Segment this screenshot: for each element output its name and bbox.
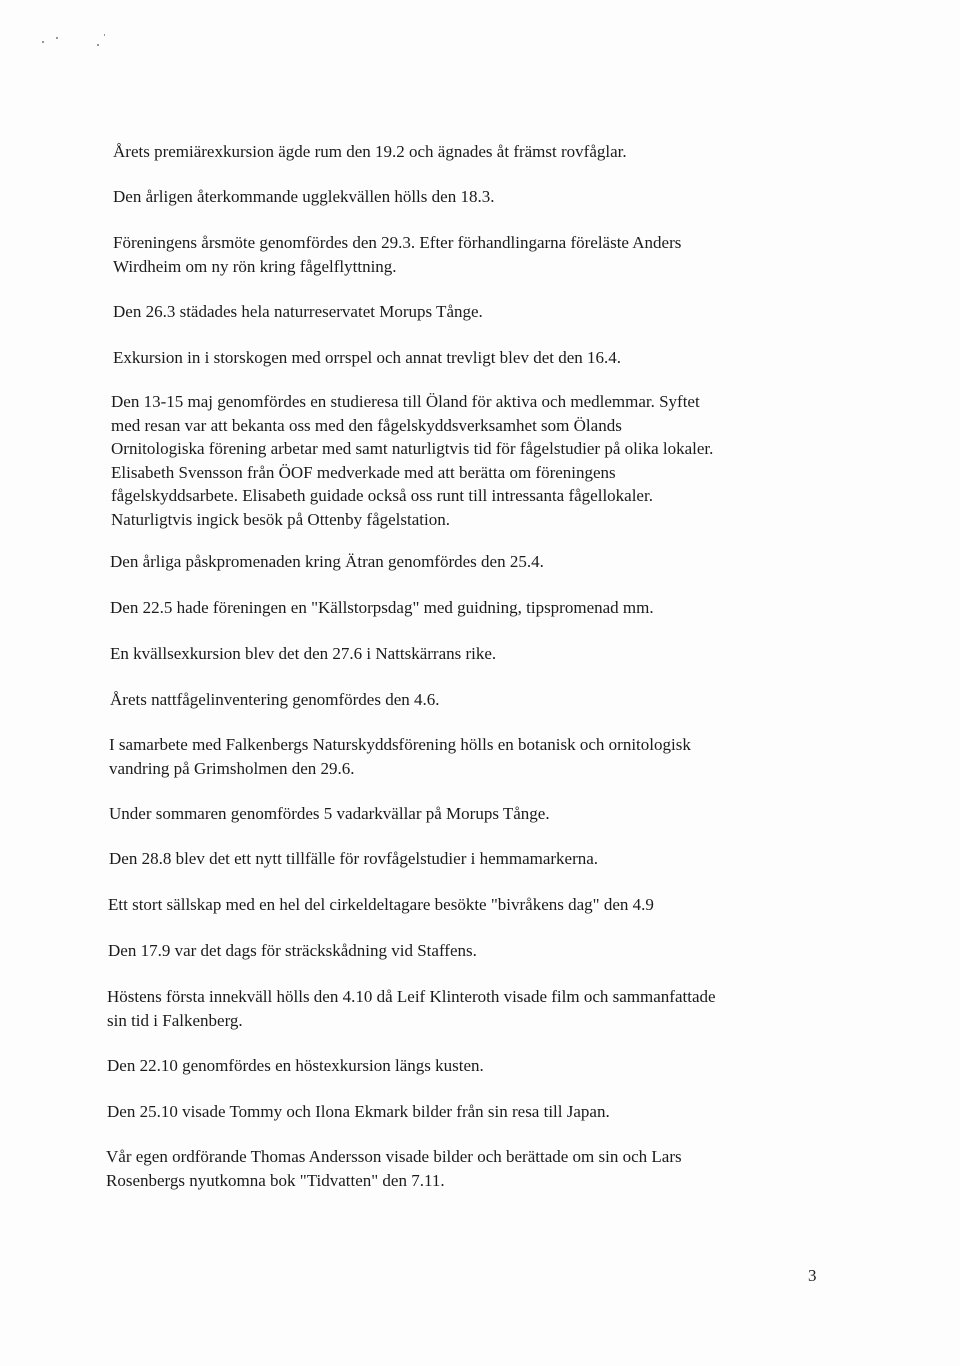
text-line: I samarbete med Falkenbergs Naturskyddsförening hölls en botanisk och ornitologisk	[109, 735, 691, 754]
paragraph-9	[110, 642, 496, 666]
paragraph-10	[110, 688, 440, 712]
text-line: Exkursion in i storskogen med orrspel och annat trevligt blev det den 16.4.	[113, 348, 622, 367]
text-line: Den 25.10 visade Tommy och Ilona Ekmark bilder från sin resa till Japan.	[107, 1102, 610, 1121]
page-number: 3	[808, 1266, 817, 1285]
text-line: Årets nattfågelinventering genomfördes den 4.6.	[110, 690, 440, 709]
text-line: Den 22.5 hade föreningen en "Källstorpsdag" med guidning, tipspromenad mm.	[110, 598, 654, 617]
scan-speck	[42, 41, 44, 43]
paragraph-18	[107, 1100, 610, 1124]
paragraph-3	[113, 231, 681, 278]
text-line: Höstens första innekväll hölls den 4.10 då Leif Klinteroth visade film och sammanfattade	[107, 987, 716, 1006]
paragraph-1	[113, 140, 627, 164]
text-line: Årets premiärexkursion ägde rum den 19.2 och ägnades åt främst rovfåglar.	[113, 142, 627, 161]
paragraph-4	[113, 300, 483, 324]
paragraph-17	[107, 1054, 484, 1078]
text-line: Den 26.3 städades hela naturreservatet Morups Tånge.	[113, 302, 483, 321]
scan-speck	[104, 34, 105, 36]
text-line: sin tid i Falkenberg.	[107, 1010, 243, 1030]
text-line: Under sommaren genomfördes 5 vadarkvällar på Morups Tånge.	[109, 804, 550, 823]
paragraph-6	[111, 390, 713, 531]
text-line: vandring på Grimsholmen den 29.6.	[109, 758, 355, 778]
paragraph-19	[106, 1145, 682, 1192]
text-line: Den 17.9 var det dags för sträckskådning vid Staffens.	[108, 941, 477, 960]
paragraph-2	[113, 185, 494, 209]
text-line: Vår egen ordförande Thomas Andersson visade bilder och berättade om sin och Lars	[106, 1147, 682, 1166]
text-line: fågelskyddsarbete. Elisabeth guidade också oss runt till intressanta fågellokaler.	[111, 486, 653, 505]
text-line: Wirdheim om ny rön kring fågelflyttning.	[113, 256, 397, 276]
scan-speck	[56, 37, 58, 39]
paragraph-8	[110, 596, 654, 620]
scan-speck	[97, 44, 99, 46]
text-line: Den årligen återkommande ugglekvällen hölls den 18.3.	[113, 187, 495, 206]
paragraph-15	[108, 939, 477, 963]
text-line: En kvällsexkursion blev det den 27.6 i Nattskärrans rike.	[110, 644, 497, 663]
text-line: Den 22.10 genomfördes en höstexkursion längs kusten.	[107, 1056, 484, 1075]
paragraph-14	[108, 893, 654, 917]
text-line: Föreningens årsmöte genomfördes den 29.3. Efter förhandlingarna föreläste Anders	[113, 233, 682, 252]
text-line: Ornitologiska förening arbetar med samt naturligtvis tid för fågelstudier på olika lokaler.	[111, 439, 714, 458]
text-line: Ett stort sällskap med en hel del cirkeldeltagare besökte "bivråkens dag" den 4.9	[108, 895, 654, 914]
paragraph-13	[109, 847, 598, 871]
text-line: Elisabeth Svensson från ÖOF medverkade med att berätta om föreningens	[111, 462, 616, 482]
paragraph-5	[113, 346, 621, 370]
paragraph-16	[107, 985, 716, 1032]
text-line: Den 13-15 maj genomfördes en studieresa till Öland för aktiva och medlemmar. Syftet	[111, 392, 700, 411]
paragraph-11	[109, 733, 691, 780]
text-line: Den 28.8 blev det ett nytt tillfälle för rovfågelstudier i hemmamarkerna.	[109, 849, 599, 868]
paragraph-12	[109, 802, 550, 826]
text-line: med resan var att bekanta oss med den fågelskyddsverksamhet som Ölands	[111, 415, 622, 435]
text-line: Naturligtvis ingick besök på Ottenby fågelstation.	[111, 509, 450, 529]
text-line: Den årliga påskpromenaden kring Ätran genomfördes den 25.4.	[110, 552, 544, 571]
paragraph-7	[110, 550, 544, 574]
text-line: Rosenbergs nyutkomna bok "Tidvatten" den 7.11.	[106, 1170, 445, 1190]
